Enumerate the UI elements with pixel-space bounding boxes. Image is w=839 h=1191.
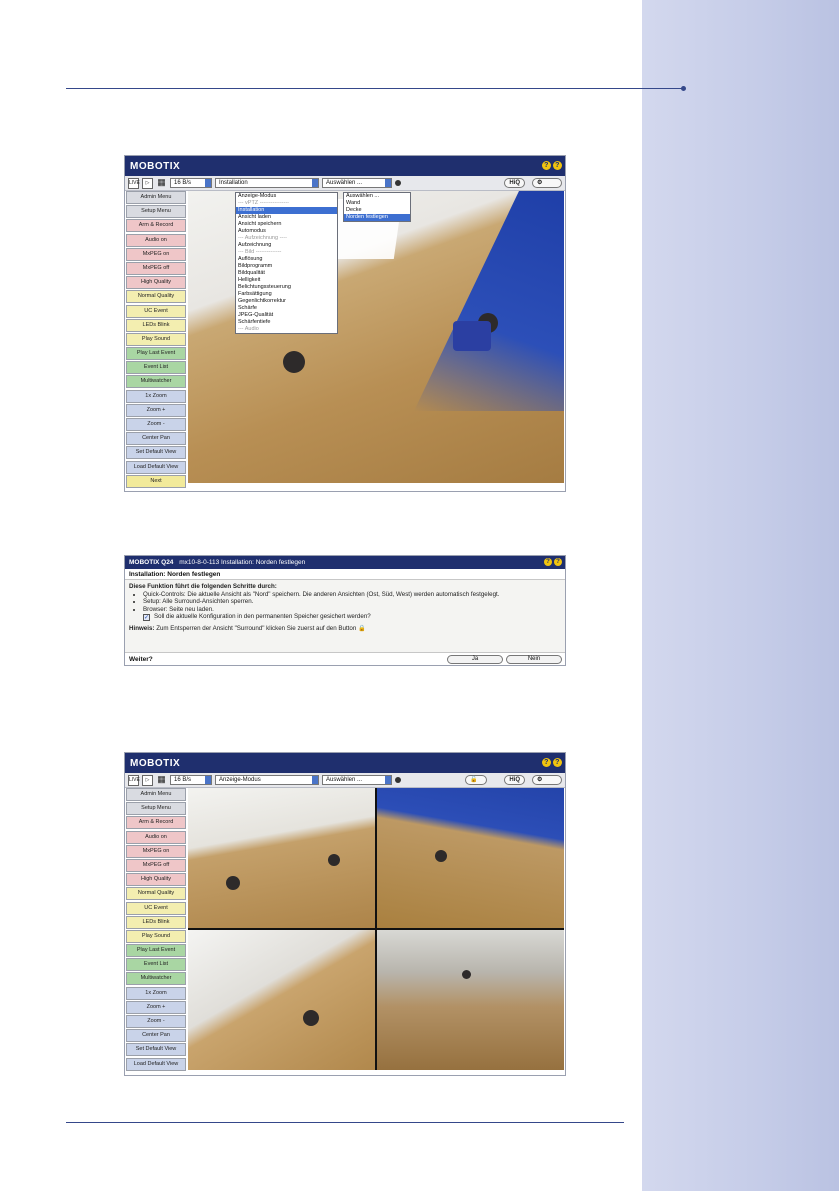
dropdown-option[interactable]: Installation [236, 207, 337, 214]
grid-layout-icon[interactable]: ▦ [157, 773, 166, 784]
menu-button-load-default-view[interactable]: Load Default View [126, 1058, 186, 1071]
menu-button-setup-menu[interactable]: Setup Menu [126, 205, 186, 218]
dialog-brand: MOBOTIX Q24 [129, 559, 174, 566]
mount-dropdown-list[interactable] [343, 192, 411, 222]
dropdown-option[interactable]: Bildprogramm [238, 263, 273, 269]
app-brand: MOBOTIX [130, 757, 181, 769]
mobotix-window-surround [124, 752, 566, 1076]
dropdown-option: --- Bild -------------- [238, 249, 282, 255]
menu-button-audio-on[interactable]: Audio on [126, 234, 186, 247]
person-figure [462, 970, 471, 979]
menu-button-play-sound[interactable]: Play Sound [126, 333, 186, 346]
quick-menu [125, 191, 187, 489]
toolbar [125, 773, 565, 788]
mount-select[interactable]: Auswählen ... [322, 775, 392, 785]
yes-button[interactable]: Ja [447, 655, 503, 664]
menu-button-event-list[interactable]: Event List [126, 958, 186, 971]
person-figure [328, 854, 340, 866]
unlock-icon[interactable]: 🔓 [465, 775, 487, 785]
dropdown-option[interactable]: Farbsättigung [238, 291, 272, 297]
menu-button-arm-record[interactable]: Arm & Record [126, 219, 186, 232]
menu-button-load-default-view[interactable]: Load Default View [126, 461, 186, 474]
dropdown-option[interactable]: JPEG-Qualität [238, 312, 274, 318]
menu-button-play-last-event[interactable]: Play Last Event [126, 347, 186, 360]
continue-label: Weiter? [129, 656, 153, 663]
person-figure [435, 850, 447, 862]
dialog-content [125, 580, 565, 624]
lock-icon: 🔒 [358, 624, 366, 632]
camera-lock-icon[interactable]: ⚙ [532, 178, 562, 188]
person-figure [303, 1010, 319, 1026]
dropdown-option[interactable]: Auflösung [238, 256, 263, 262]
menu-button-uc-event[interactable]: UC Event [126, 902, 186, 915]
view-north[interactable] [188, 788, 375, 928]
dropdown-option[interactable]: Anzeige-Modus [238, 193, 277, 199]
dialog-hint [125, 624, 565, 632]
menu-button-arm-record[interactable]: Arm & Record [126, 816, 186, 829]
info-dot-icon[interactable] [395, 180, 401, 186]
menu-button-mxpeg-off[interactable]: MxPEG off [126, 859, 186, 872]
step-item: • Browser: Seite neu laden. [143, 606, 561, 614]
dialog-title-bar [125, 556, 565, 569]
live-icon[interactable]: LIVE [128, 178, 139, 189]
mode-select[interactable]: Anzeige-Modus [215, 775, 319, 785]
menu-button-admin-menu[interactable]: Admin Menu [126, 191, 186, 204]
player-icon[interactable]: ▷ [142, 775, 153, 786]
dropdown-option[interactable]: Gegenlichtkorrektur [238, 298, 286, 304]
menu-button-high-quality[interactable]: High Quality [126, 276, 186, 289]
menu-button-normal-quality[interactable]: Normal Quality [126, 290, 186, 303]
quad-image [188, 788, 564, 1070]
menu-button-set-default-view[interactable]: Set Default View [126, 446, 186, 459]
menu-button-leds-blink[interactable]: LEDs Blink [126, 319, 186, 332]
info-dot-icon[interactable] [395, 777, 401, 783]
mobotix-window-installation [124, 155, 566, 492]
hint-prefix: Hinweis: [129, 624, 155, 632]
hiq-button[interactable]: HiQ [504, 178, 525, 188]
help-icon[interactable]: ? [542, 758, 551, 767]
step-item: • Setup: Alle Surround-Ansichten sperren. [143, 598, 561, 606]
help-icon[interactable]: ? [542, 161, 551, 170]
app-title-bar [125, 753, 565, 773]
toolbar [125, 176, 565, 191]
menu-button-1x-zoom[interactable]: 1x Zoom [126, 390, 186, 403]
dropdown-option[interactable]: Decke [346, 207, 362, 213]
menu-button-zoom[interactable]: Zoom + [126, 1001, 186, 1014]
surround-view [188, 788, 564, 1070]
dropdown-option: --- Aufzeichnung ---- [238, 235, 287, 241]
save-config-label: Soll die aktuelle Konfiguration in den permanenten Speicher gesichert werden? [154, 613, 371, 621]
dropdown-option[interactable]: Ansicht laden [238, 214, 272, 220]
person-figure [226, 876, 240, 890]
menu-button-admin-menu[interactable]: Admin Menu [126, 788, 186, 801]
menu-button-uc-event[interactable]: UC Event [126, 305, 186, 318]
menu-button-zoom[interactable]: Zoom - [126, 1015, 186, 1028]
view-west[interactable] [377, 930, 564, 1070]
menu-button-center-pan[interactable]: Center Pan [126, 1029, 186, 1042]
mode-dropdown-list[interactable] [235, 192, 338, 334]
menu-button-set-default-view[interactable]: Set Default View [126, 1043, 186, 1056]
dropdown-option[interactable]: Aufzeichnung [238, 242, 272, 248]
app-title-bar [125, 156, 565, 176]
menu-button-zoom[interactable]: Zoom + [126, 404, 186, 417]
dropdown-option[interactable]: Automodus [238, 228, 266, 234]
grid-layout-icon[interactable]: ▦ [157, 176, 166, 187]
player-icon[interactable]: ▷ [142, 178, 153, 189]
camera-lock-icon[interactable]: ⚙ [532, 775, 562, 785]
dropdown-option: --- vPTZ ---------------- [238, 200, 289, 206]
menu-button-normal-quality[interactable]: Normal Quality [126, 887, 186, 900]
view-east[interactable] [377, 788, 564, 928]
menu-button-event-list[interactable]: Event List [126, 361, 186, 374]
info-icon[interactable]: ? [553, 758, 562, 767]
dropdown-option[interactable]: Bildqualität [238, 270, 265, 276]
side-band [642, 0, 839, 1191]
menu-button-zoom[interactable]: Zoom - [126, 418, 186, 431]
menu-button-1x-zoom[interactable]: 1x Zoom [126, 987, 186, 1000]
mode-select[interactable]: Installation [215, 178, 319, 188]
dialog-footer [125, 652, 565, 665]
menu-button-mxpeg-off[interactable]: MxPEG off [126, 262, 186, 275]
dropdown-option[interactable]: Schärfe [238, 305, 257, 311]
header-rule-dot [681, 86, 686, 91]
info-icon[interactable]: ? [553, 161, 562, 170]
menu-button-multiwatcher[interactable]: Multiwatcher [126, 972, 186, 985]
dropdown-option[interactable]: Norden festlegen [344, 214, 410, 221]
menu-button-leds-blink[interactable]: LEDs Blink [126, 916, 186, 929]
menu-button-next[interactable]: Next [126, 475, 186, 488]
dialog-title: mx10-8-0-113 Installation: Norden festlegen [179, 559, 306, 566]
menu-button-play-last-event[interactable]: Play Last Event [126, 944, 186, 957]
view-south[interactable] [188, 930, 375, 1070]
armchair [453, 321, 491, 351]
menu-button-multiwatcher[interactable]: Multiwatcher [126, 375, 186, 388]
hint-text: Zum Entsperren der Ansicht "Surround" klicken Sie zuerst auf den Button [156, 624, 357, 632]
north-setup-dialog [124, 555, 566, 666]
frame-rate-select[interactable]: 16 B/s [170, 178, 212, 188]
steps-list [143, 591, 561, 614]
dialog-intro: Diese Funktion führt die folgenden Schritte durch: [129, 583, 277, 590]
menu-button-setup-menu[interactable]: Setup Menu [126, 802, 186, 815]
dropdown-option[interactable]: Wand [346, 200, 361, 206]
dropdown-option[interactable]: Ansicht speichern [238, 221, 282, 227]
help-icon[interactable]: ? [544, 558, 552, 566]
live-icon[interactable]: LIVE [128, 775, 139, 786]
frame-rate-select[interactable]: 16 B/s [170, 775, 212, 785]
dropdown-option[interactable]: Schärfentiefe [238, 319, 271, 325]
dialog-subtitle: Installation: Norden festlegen [125, 569, 565, 580]
menu-button-center-pan[interactable]: Center Pan [126, 432, 186, 445]
mount-select[interactable]: Auswählen ... [322, 178, 392, 188]
footer-rule [66, 1122, 624, 1123]
info-icon[interactable]: ? [554, 558, 562, 566]
menu-button-mxpeg-on[interactable]: MxPEG on [126, 845, 186, 858]
menu-button-high-quality[interactable]: High Quality [126, 873, 186, 886]
hiq-button[interactable]: HiQ [504, 775, 525, 785]
save-config-option [143, 613, 561, 621]
menu-button-play-sound[interactable]: Play Sound [126, 930, 186, 943]
menu-button-audio-on[interactable]: Audio on [126, 831, 186, 844]
dropdown-option[interactable]: Belichtungssteuerung [238, 284, 291, 290]
no-button[interactable]: Nein [506, 655, 562, 664]
quick-menu [125, 788, 187, 1072]
header-rule [66, 88, 684, 89]
dropdown-option[interactable]: Helligkeit [238, 277, 261, 283]
menu-button-mxpeg-on[interactable]: MxPEG on [126, 248, 186, 261]
app-brand: MOBOTIX [130, 160, 181, 172]
step-item: • Quick-Controls: Die aktuelle Ansicht als "Nord" speichern. Die anderen Ansichten (Ost, Süd, West) werden automatisch festgelegt. [143, 591, 561, 599]
save-config-checkbox[interactable]: ✓ [144, 614, 150, 621]
dropdown-option: --- Audio [238, 326, 259, 332]
person-figure [283, 351, 305, 373]
dropdown-option[interactable]: Auswählen ... [346, 193, 380, 199]
